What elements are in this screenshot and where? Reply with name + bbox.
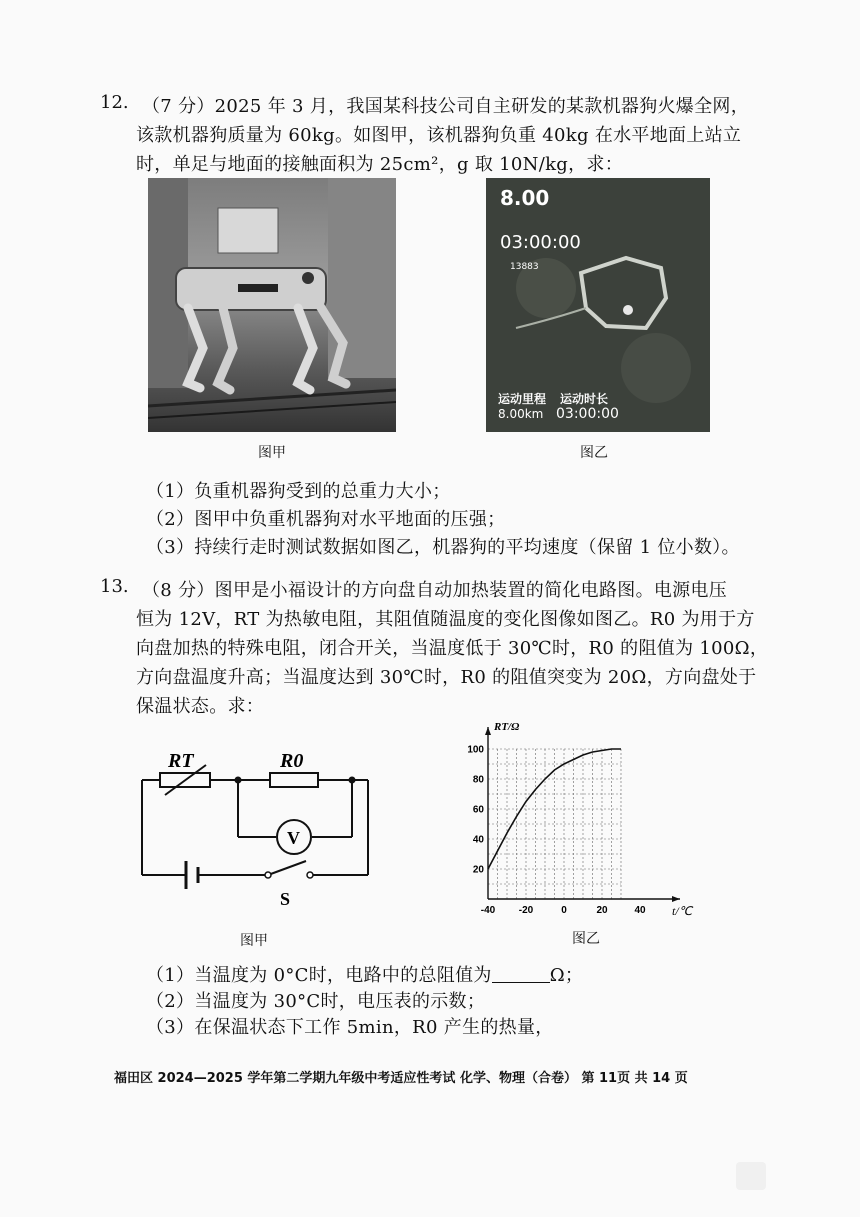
figure-caption: 图乙 xyxy=(572,931,600,947)
rt-label: RT xyxy=(168,750,194,772)
question-12-sub-2: （2）图甲中负重机器狗对水平地面的压强； xyxy=(146,509,506,530)
question-13-text-line: 方向盘温度升高；当温度达到 30℃时，R0 的阻值突变为 20Ω，方向盘处于 xyxy=(136,667,757,688)
y-tick-label: 100 xyxy=(467,744,484,756)
question-13-text-line: 恒为 12V，RT 为热敏电阻，其阻值随温度的变化图像如图乙。R0 为用于方 xyxy=(136,609,755,630)
robot-dog-illustration xyxy=(148,178,396,432)
figure-caption: 图乙 xyxy=(580,445,608,461)
r0-label: R0 xyxy=(280,750,304,772)
duration-big-value: 03:00:00 xyxy=(500,232,581,253)
question-12-text-line: 时，单足与地面的接触面积为 25cm²，g 取 10N/kg，求： xyxy=(136,154,624,175)
x-tick-label: -20 xyxy=(518,905,534,916)
question-12-text-line: 该款机器狗质量为 60kg。如图甲，该机器狗负重 40kg 在水平地面上站立 xyxy=(136,125,742,146)
question-13-sub-1-text: （1）当温度为 0°C时，电路中的总阻值为 xyxy=(146,965,492,986)
voltmeter-label: V xyxy=(287,828,300,848)
page-corner-mark xyxy=(736,1162,766,1190)
circuit-diagram xyxy=(130,735,380,915)
x-tick-label: 40 xyxy=(634,905,646,916)
answer-blank[interactable] xyxy=(492,966,550,983)
question-13-sub-2: （2）当温度为 30°C时，电压表的示数； xyxy=(146,991,486,1012)
question-13-sub-1 xyxy=(146,961,583,987)
question-13-text-line: 保温状态。求： xyxy=(136,696,265,717)
question-13-sub-3: （3）在保温状态下工作 5min，R0 产生的热量， xyxy=(146,1017,554,1038)
question-13-number: 13. xyxy=(100,576,129,597)
distance-top-value: 8.00 xyxy=(500,186,550,210)
figure-caption: 图甲 xyxy=(258,445,286,461)
question-13-text-line: （8 分）图甲是小福设计的方向盘自动加热装置的简化电路图。电源电压 xyxy=(142,580,728,601)
chart-ticks xyxy=(467,745,646,917)
switch-s xyxy=(268,861,306,875)
resistor-r0 xyxy=(270,773,318,787)
y-tick-label: 40 xyxy=(472,834,484,846)
label-distance: 运动里程 xyxy=(498,392,547,406)
x-axis-arrow xyxy=(672,896,680,902)
y-tick-label: 80 xyxy=(472,774,484,786)
question-12-sub-1: （1）负重机器狗受到的总重力大小； xyxy=(146,481,451,502)
value-duration: 03:00:00 xyxy=(556,406,619,422)
x-tick-label: 20 xyxy=(596,905,608,916)
fitness-app-screenshot xyxy=(486,178,710,432)
robot-dog-photo xyxy=(148,178,396,432)
y-axis-label: RT/Ω xyxy=(494,721,520,733)
question-13-text-line: 向盘加热的特殊电阻，闭合开关，当温度低于 30℃时，R0 的阻值为 100Ω， xyxy=(136,638,769,659)
y-tick-label: 60 xyxy=(472,804,484,816)
rt-temperature-chart xyxy=(460,715,700,920)
chart-grid xyxy=(488,749,621,899)
y-axis-arrow xyxy=(485,727,491,735)
y-tick-label: 20 xyxy=(472,864,484,876)
switch-label: S xyxy=(280,889,291,909)
small-number: 13883 xyxy=(510,262,539,272)
x-tick-label: -40 xyxy=(480,905,496,916)
x-axis-label: t/℃ xyxy=(672,904,693,918)
chart-axes xyxy=(485,727,680,902)
question-13-sub-1-unit: Ω； xyxy=(549,965,584,986)
question-12-number: 12. xyxy=(100,92,129,113)
question-12-text-line: （7 分）2025 年 3 月，我国某科技公司自主研发的某款机器狗火爆全网， xyxy=(142,96,749,117)
value-distance: 8.00km xyxy=(498,407,544,421)
page-footer: 福田区 2024—2025 学年第二学期九年级中考适应性考试 化学、物理（合卷） 第 11页 共 14 页 xyxy=(114,1071,688,1086)
x-tick-label: 0 xyxy=(561,905,567,916)
question-12-sub-3: （3）持续行走时测试数据如图乙，机器狗的平均速度（保留 1 位小数）。 xyxy=(146,537,740,558)
label-duration: 运动时长 xyxy=(560,392,609,406)
figure-caption: 图甲 xyxy=(240,933,268,949)
